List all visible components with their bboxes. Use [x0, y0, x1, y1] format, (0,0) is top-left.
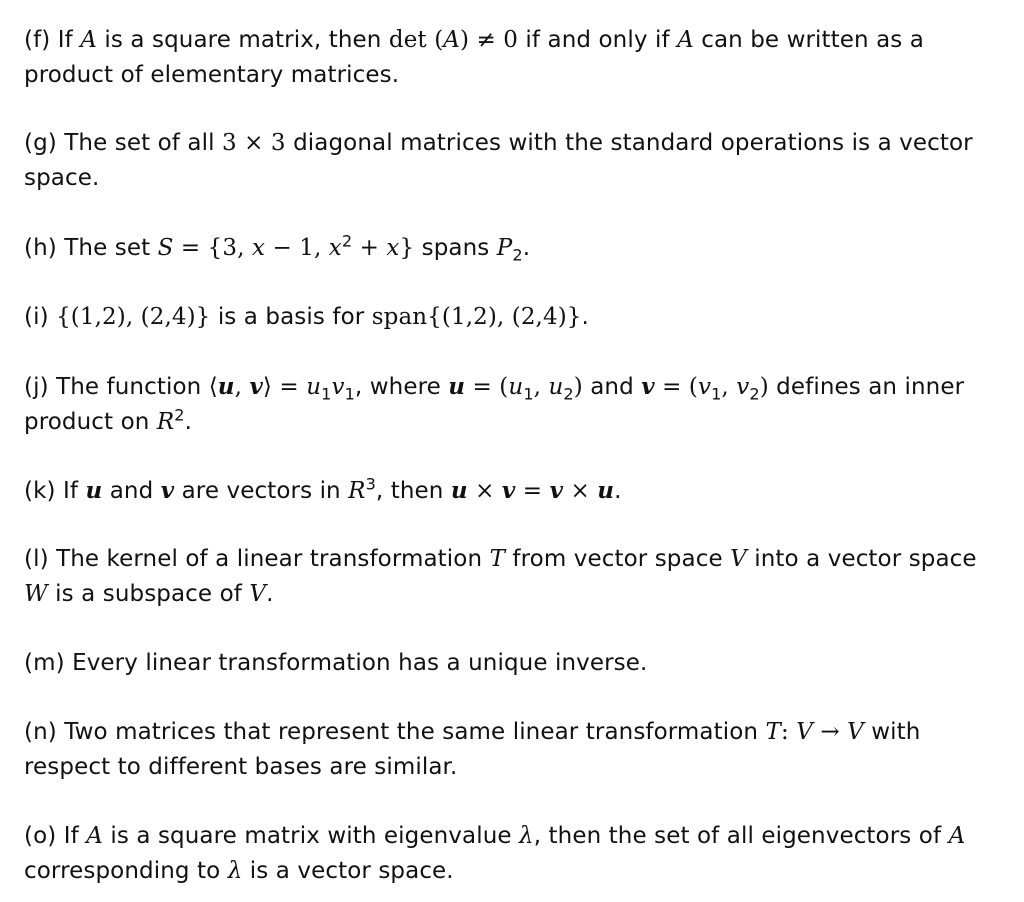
math-vector: v	[641, 373, 655, 400]
math-roman: 3 × 3	[222, 130, 286, 156]
statement-label: (h)	[24, 235, 57, 261]
statement-i	[24, 300, 999, 335]
math-roman: )	[759, 374, 769, 400]
math-italic: λ	[227, 858, 243, 884]
statement-label: (n)	[24, 719, 57, 745]
math-roman: ×	[563, 478, 598, 504]
statement-g	[24, 126, 999, 196]
math-vector: v	[160, 477, 175, 504]
math-italic: R	[348, 478, 366, 504]
statement-label: (i)	[24, 304, 49, 330]
math-roman: {(1,2), (2,4)}	[56, 304, 211, 330]
math-roman: = (	[465, 374, 509, 400]
math-vector: u	[217, 373, 235, 400]
subscript: 1	[344, 384, 355, 404]
math-roman: ×	[467, 478, 502, 504]
subscript: 1	[711, 384, 722, 404]
math-roman: ,	[533, 374, 549, 400]
statement-label: (o)	[24, 823, 57, 849]
math-italic: x	[328, 235, 342, 261]
statement-f	[24, 23, 999, 93]
math-italic: u	[306, 374, 322, 400]
statement-k	[24, 473, 999, 509]
math-roman: →	[812, 719, 848, 745]
math-italic: T	[765, 719, 781, 745]
statement-h	[24, 231, 999, 266]
statement-label: (j)	[24, 374, 49, 400]
superscript: 2	[174, 405, 185, 425]
statement-m	[24, 646, 999, 681]
math-italic: W	[24, 581, 48, 607]
math-roman: det	[388, 27, 427, 53]
math-roman: =	[515, 478, 550, 504]
math-roman: − 1,	[265, 235, 329, 261]
math-italic: V	[847, 719, 864, 745]
math-roman: ,	[234, 374, 250, 400]
statement-text-line-1: Two matrices that represent the same linear transformation T: V → V with	[64, 719, 921, 745]
statement-text-line-2: product of elementary matrices.	[24, 62, 400, 88]
statement-label: (l)	[24, 546, 49, 572]
subscript: 1	[321, 384, 332, 404]
math-italic: x	[251, 235, 266, 261]
math-italic: R	[156, 409, 175, 435]
math-italic: A	[948, 823, 966, 849]
statement-o	[24, 819, 999, 889]
statement-text-line-1: The kernel of a linear transformation T from vector space V into a vector space	[56, 546, 977, 572]
math-roman: ⟩ =	[262, 374, 307, 400]
statement-text-line-1: Every linear transformation has a unique inverse.	[72, 650, 648, 676]
statement-text-line-1: {(1,2), (2,4)} is a basis for span{(1,2), (2,4)}.	[56, 304, 589, 330]
math-vector: v	[249, 373, 263, 400]
statement-l	[24, 542, 999, 612]
math-italic: A	[80, 27, 97, 53]
math-italic: T	[489, 546, 506, 572]
superscript: 3	[365, 474, 376, 494]
math-roman: +	[352, 235, 387, 261]
math-roman: ⟨	[208, 374, 218, 400]
subscript: 2	[563, 384, 574, 404]
subscript: 1	[523, 384, 534, 404]
math-vector: v	[501, 477, 516, 504]
math-italic: P	[496, 235, 513, 261]
statement-text-line-2: product on $R^2$.	[24, 405, 193, 435]
math-italic: λ	[519, 823, 534, 849]
math-roman: ,	[721, 374, 737, 400]
math-italic: v	[331, 374, 345, 400]
math-vector: u	[597, 477, 615, 504]
math-italic: V	[796, 719, 813, 745]
statement-text-line-1: The set of all 3 × 3 diagonal matrices with the standard operations is a vector	[64, 130, 973, 156]
math-italic: V	[730, 546, 747, 572]
math-roman: :	[780, 719, 797, 745]
statement-text-line-2: W is a subspace of V.	[24, 581, 274, 607]
math-roman: span{(1,2), (2,4)}	[371, 304, 582, 330]
math-roman: = (	[654, 374, 698, 400]
statement-text-line-1: If u and v are vectors in $R^3$, then u × v = v × u.	[63, 474, 622, 504]
math-vector: u	[450, 477, 468, 504]
math-italic: A	[443, 27, 460, 53]
math-italic: A	[677, 27, 694, 53]
statement-label: (m)	[24, 650, 65, 676]
math-roman: = {3,	[173, 235, 252, 261]
math-italic: u	[508, 374, 524, 400]
statement-text-line-1: The set S = {3, x − 1, $x^2 + x$} spans $P_2$.	[64, 231, 531, 265]
math-roman: ) ≠ 0	[460, 27, 518, 53]
statement-n	[24, 715, 999, 785]
statement-label: (g)	[24, 130, 57, 156]
math-roman: )	[573, 374, 583, 400]
math-vector: v	[549, 477, 564, 504]
subscript: 2	[749, 384, 760, 404]
statement-text-line-2: corresponding to λ is a vector space.	[24, 858, 454, 884]
math-italic: V	[249, 581, 267, 607]
math-italic: v	[697, 374, 712, 400]
superscript: 2	[341, 231, 353, 251]
statement-text-line-2: respect to different bases are similar.	[24, 754, 458, 780]
statement-label: (f)	[24, 27, 51, 53]
math-italic: u	[548, 374, 564, 400]
statement-text-line-1: The function ⟨u, v⟩ = $u_1v_1$, where $u = (u_1$, $u_2$) and $v = (v_1$, $v_2$) defines an inner	[56, 373, 965, 404]
math-italic: v	[736, 374, 750, 400]
math-italic: A	[86, 823, 103, 849]
math-italic: S	[157, 235, 174, 261]
statement-text-line-2: space.	[24, 165, 100, 191]
math-roman: }	[399, 235, 415, 261]
statement-text-line-1: If A is a square matrix, then det (A) ≠ 0 if and only if A can be written as a	[57, 27, 924, 53]
math-italic: x	[386, 235, 400, 261]
math-vector: u	[448, 373, 466, 400]
math-vector: u	[85, 477, 103, 504]
math-roman: (	[434, 27, 444, 53]
subscript: 2	[512, 245, 523, 265]
statement-label: (k)	[24, 478, 56, 504]
statement-j	[24, 369, 999, 440]
statement-text-line-1: If A is a square matrix with eigenvalue λ, then the set of all eigenvectors of A	[63, 823, 966, 849]
